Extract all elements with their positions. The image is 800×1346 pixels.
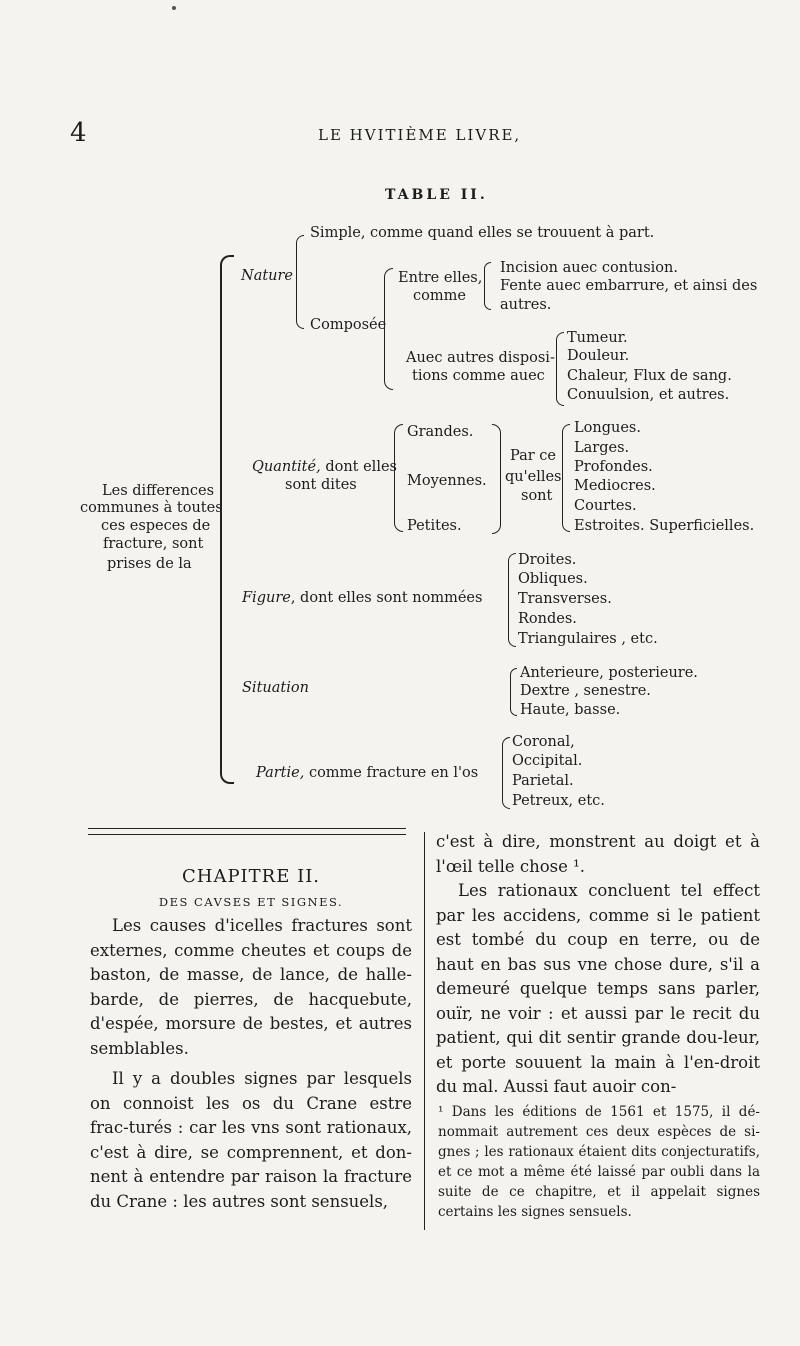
situation-label: Situation — [242, 680, 309, 696]
root-label-line-5: prises de la — [107, 556, 192, 572]
haute: Haute, basse. — [520, 702, 621, 718]
grandes: Grandes. — [407, 424, 474, 440]
figure-rest: , dont elles sont nommées — [290, 590, 483, 606]
droites: Droites. — [518, 552, 577, 568]
continuation-paragraph: c'est à dire, monstrent au doigt et à l'œil telle chose ¹. — [436, 832, 760, 876]
chapter-title: CHAPITRE II. — [181, 866, 321, 887]
situation-brace — [510, 668, 517, 716]
petites: Petites. — [407, 518, 462, 534]
parce-line-1: Par ce — [510, 448, 556, 464]
mediocres: Mediocres. — [574, 478, 656, 494]
entre-elles-brace — [484, 262, 491, 310]
figure-brace — [508, 553, 516, 647]
main-brace — [220, 255, 234, 784]
quantite-word: Quantité, — [252, 459, 321, 475]
nature-composee: Composée — [310, 317, 387, 333]
triangulaires: Triangulaires , etc. — [518, 631, 658, 647]
courtes: Courtes. — [574, 498, 637, 514]
larges: Larges. — [574, 440, 630, 456]
rondes: Rondes. — [518, 611, 577, 627]
causes-paragraph: Les causes d'icelles fractures sont externes, comme cheutes et coups de baston, de masse, de lance, de halle-barde, de pierres, de hacquebute, d'espée, morsure de bestes, et autres semblables. — [90, 916, 412, 1058]
ink-speck — [172, 6, 176, 10]
chapter-subtitle: DES CAVSES ET SIGNES. — [158, 894, 344, 909]
composee-brace — [384, 268, 393, 390]
column-divider — [424, 832, 425, 1230]
tumeur: Tumeur. — [567, 330, 628, 346]
right-column — [436, 830, 760, 1100]
partie-label — [256, 765, 478, 782]
root-label-line-2: communes à toutes — [80, 500, 223, 516]
quantite-label-line-2: sont dites — [285, 477, 357, 493]
page-number: 4 — [70, 118, 87, 148]
root-label-line-1: Les differences — [102, 483, 215, 499]
parce-line-2: qu'elles — [505, 469, 562, 485]
figure-word: Figure — [242, 590, 291, 606]
occipital: Occipital. — [512, 753, 583, 769]
root-label-line-3: ces especes de — [101, 518, 211, 534]
longues: Longues. — [574, 420, 641, 436]
partie-brace — [502, 737, 510, 809]
auec-line-2: tions comme auec — [412, 368, 545, 384]
table-title: TABLE II. — [385, 187, 488, 203]
fente-line-1: Fente auec embarrure, et ainsi des — [500, 278, 758, 294]
quantite-label — [252, 459, 397, 476]
nature-brace — [296, 235, 304, 329]
table-end-rule — [88, 828, 406, 829]
moyennes: Moyennes. — [407, 473, 487, 489]
anterieure: Anterieure, posterieure. — [520, 665, 698, 681]
quantite-brace — [394, 424, 403, 532]
obliques: Obliques. — [518, 571, 588, 587]
conuulsion: Conuulsion, et autres. — [567, 387, 730, 403]
signes-paragraph: Il y a doubles signes par lesquels on connoist les os du Crane estre frac-turés : car les vns sont rationaux, c'est à dire, se comprennent, et don-nent à entendre par raison la fracture du Crane : les autres sont sensuels, — [90, 1069, 412, 1211]
entre-elles-line-2: comme — [413, 288, 466, 304]
root-label-line-4: fracture, sont — [103, 536, 204, 552]
left-column — [90, 865, 412, 1214]
chaleur: Chaleur, Flux de sang. — [567, 368, 732, 384]
auec-line-1: Auec autres disposi- — [406, 350, 555, 366]
parietal: Parietal. — [512, 773, 574, 789]
dimensions-brace — [562, 424, 570, 532]
nature-label: Nature — [241, 268, 294, 284]
rationaux-paragraph: Les rationaux concluent tel effect par les accidens, comme si le patient est tombé du coup en terre, ou de haut en bas sus vne chose dure, s'il a demeuré quelque temps sans parler, ouïr, ne voir : et aussi par le recit du patient, qui dit sentir grande dou-leur, et porte souuent la main à l'en-droit du mal. Aussi faut auoir con- — [436, 881, 760, 1096]
dextre: Dextre , senestre. — [520, 683, 651, 699]
nature-simple: Simple, comme quand elles se trouuent à part. — [310, 225, 655, 241]
auec-brace — [556, 332, 564, 406]
table-end-rule-2 — [88, 834, 406, 835]
quantite-rest: dont elles — [325, 459, 397, 475]
sizes-right-brace — [492, 424, 501, 534]
parce-line-3: sont — [521, 488, 553, 504]
figure-label — [242, 590, 482, 607]
footnote: ¹ Dans les éditions de 1561 et 1575, il dé-nommait autrement ces deux espèces de si-gnes ; les rationaux étaient dits conjecturatifs, et ce mot a même été laissé par oubli dans la suite de ce chapitre, et il appelait signes certains les signes sensuels. — [438, 1104, 760, 1220]
running-title: LE HVITIÈME LIVRE, — [318, 126, 522, 144]
incision: Incision auec contusion. — [500, 260, 678, 276]
partie-rest: comme fracture en l'os — [308, 765, 479, 781]
partie-word: Partie, — [256, 765, 305, 781]
petreux: Petreux, etc. — [512, 793, 605, 809]
douleur: Douleur. — [567, 348, 630, 364]
entre-elles-line-1: Entre elles, — [398, 270, 483, 286]
estroites: Estroites. Superficielles. — [574, 518, 755, 534]
coronal: Coronal, — [512, 734, 575, 750]
fente-line-2: autres. — [500, 297, 552, 313]
transverses: Transverses. — [518, 591, 612, 607]
profondes: Profondes. — [574, 459, 653, 475]
